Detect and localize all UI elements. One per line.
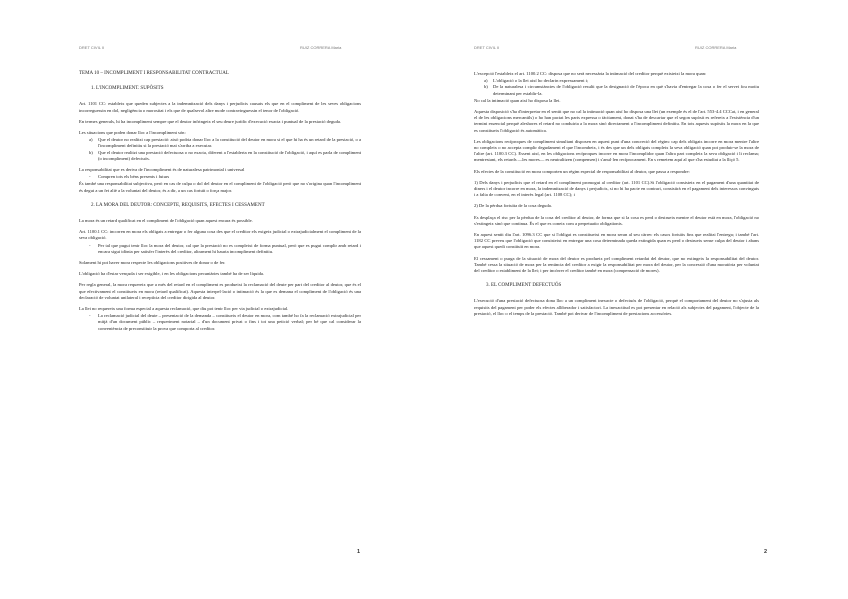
list-item-text: La reclamació judicial del deute – presentació de la demanda – constitueix el deutor en mora, com també ho fa la reclamació extrajudicial per mitjà d'un document públic – requeriment notarial – d'un document privat o fins i tot una petició verbal; per bé que cal considerar la conveniència de preconstituir la prova que comporta al creditor. (98, 313, 361, 331)
paragraph: La responsabilitat que es deriva de l'incompliment és de naturalesa patrimonial i universal (79, 167, 245, 173)
page-number: 2 (764, 549, 768, 555)
section-heading-1: 1. L'INCOMPLIMENT. SUPÒSITS (91, 86, 164, 92)
list (79, 313, 361, 332)
list (79, 174, 361, 180)
list-item-text: Que el deutor realitzi una prestació defectuosa o no exacta, diferent a l'establerta en la constitució de l'obligació, i aquí es parla de compliment (o incompliment) defectuós. (98, 149, 361, 161)
list-marker: - (89, 242, 91, 248)
paragraph: Solament hi pot haver mora respecte les obligacions positives de donar o de fer. (79, 260, 226, 266)
paragraph: Els efectes de la constitució en mora comporten un règim especial de responsabilitat al deutor, que passa a respondre: (474, 168, 690, 174)
list-item (79, 313, 361, 332)
paragraph: 1) Dels danys i perjudicis que el retard en el compliment promogui al creditor (art. 1101 CC).Si l'obligació consisteix en el pagament d'una quantitat de diners i el deutor incorre en mora, la indemnització de danys i perjudicis, si no hi ha pacte en contrari, consistirà en el pagament dels interessos convinguts i a falta de conveni, en el interès legal (art. 1108 CC); i (474, 179, 759, 198)
paragraph: L'execució d'una prestació defectuosa dona lloc a un compliment inexacte o defectuós de l'obligació, perquè el comportament del deutor no s'ajusta als requisits del pagament per poder els efectes alliberador i satisfactori. La inexactitud es pot presentar en relació als subjectes del pagament, l'objecte de la prestació, el lloc o el temps de la prestació. També pot derivar de l'incompliment de prestacions accessòries. (474, 298, 759, 316)
list-marker: b) (484, 84, 488, 90)
page-2-body (474, 71, 759, 322)
paragraph: Les obligacions recíproques de compliment simultani disposen en aquest punt d'una concreció del règim: cap dels obligats incorre en mora mentre l'altre no compleix o no accepta complir degudament el que l'incombeix, i és des que un dels obligats compleix la seva obligació quan pot produir-se la mora de l'altre (art. 1100.3 CC). Essent així, en les obligacions recíproques incorre en mora l'incomplidor quan l'altra part compleix la seva obligació i li reclama; mentrestant, els retards —les mores— es neutralitzen (compensen) i s'anul·len recíprocament. En s remetem aquí al que s'ha estudiat a la lliçó 5. (474, 138, 759, 163)
paragraph: La mora és un retard qualificat en el compliment de l'obligació quan aquest encara és possible. (79, 218, 253, 224)
paragraph: Per regla general, la mora requereix que a més del retard en el compliment es produeixi la reclamació del deute per part del creditor al deutor, que és el que efectivament el constitueix en mora (retard qualificat). Aquesta interpel·lació o intimació és la que es demana el compliment de l'obligació és una declaració de voluntat unilateral i receptícia del creditor dirigida al deutor. (79, 282, 361, 300)
header-left: DRET CIVIL II (474, 45, 500, 50)
list-item (79, 137, 361, 149)
document-page-2 (424, 0, 848, 599)
paragraph: En termes generals, hi ha incompliment sempre que el deutor infringeix el seu deure jurídic d'execució exacta i puntual de la prestació deguda. (79, 118, 342, 124)
list-item (79, 150, 361, 162)
paragraph: Art. 1100.1 CC: incorren en mora els obligats a entregar o fer alguna cosa des que el creditor els exigeix judicial o extrajudicialment el compliment de la seva obligació. (79, 229, 361, 241)
paragraph: La llei no requereix una forma especial a aquesta reclamació, que diu pot tenir lloc per via judicial o extrajudicial. (79, 306, 289, 312)
list-item (474, 84, 759, 96)
list-marker: a) (484, 78, 488, 84)
list-item-text: Compren tots els béns presents i futurs (98, 174, 170, 180)
paragraph: Les situacions que poden donar lloc a l'incompliment són: (79, 130, 186, 136)
paragraph: En aquest sentit diu l'art. 1096.3 CC que si l'obligat es constitueixi en mora seran al seu càrrec els casos fortuïts fins que realitzi l'entrega; i també l'art. 1182 CC preveu que l'obligació que consisteixi en entregar una cosa determinada queda extingida quan es perd o destrueix sense culpa del deutor i abans que aquest quedi constituït en mora. (474, 232, 759, 250)
paragraph: Es desplaça el risc per la pèrdua de la cosa del creditor al deutor, de forma que si la cosa es perd o destrueix mentre el deutor està en mora, l'obligació no s'extingeix sinó que continua. És el que es coneix com a perpetuatio obligationis. (474, 214, 759, 226)
list-item (79, 243, 361, 255)
page-number: 1 (357, 549, 361, 555)
page-title: TEMA 10 – INCOMPLIMENT I RESPONSABILITAT CONTRACTUAL (79, 71, 229, 76)
paragraph: És també una responsabilitat subjectiva, però en cas de culpa o dol del deutor en el compliment de l'obligació però que no s'origina quan l'incompliment és degut a un fet aliè a la voluntat del deutor, és a dir, a un cas fortuït o força major. (79, 181, 361, 193)
list (79, 243, 361, 255)
list (474, 78, 759, 97)
list (79, 137, 361, 162)
paragraph: 2) De la pèrdua fortuïta de la cosa deguda. (474, 203, 552, 209)
list-item (79, 174, 361, 180)
section-heading-2: 2. LA MORA DEL DEUTOR: CONCEPTE, REQUISITS, EFECTES I CESSAMENT (91, 202, 265, 208)
list-marker: - (89, 313, 91, 319)
list-item-text: De la naturalesa i circumstàncies de l'obligació resulti que la designació de l'època en què s'havia d'entregar la cosa o fer el servei fou motiu determinant per establir-la. (493, 84, 759, 96)
list-marker: a) (89, 137, 93, 143)
list-marker: b) (89, 149, 93, 155)
list-item-text: Que el deutor no realitzi cap prestació: això podria donar lloc a la constitució del deutor en mora si el que hi ha és un retard de la prestació, o a l'incompliment definitiu si la prestació mai s'arriba a executar. (98, 137, 361, 149)
paragraph: No cal la intimació quan així ho disposa la llei. (474, 97, 561, 103)
paragraph: El cessament o purga de la situació de mora del deutor es produeix pel compliment retardat del deutor, que no extingeix la responsabilitat del deutor. També cessa la situació de mora per la renúncia del creditor a exigir la responsabilitat per mora del deutor, per la concessió d'una moratòria per voluntat del creditor o establiment de la llei; i per incórrer el creditor també en mora (compensació de mores). (474, 255, 759, 274)
list-item-text: L'obligació o la llei així ho declarin expressament i; (493, 78, 589, 84)
header-left: DRET CIVIL II (79, 45, 105, 50)
paragraph: Art. 1101 CC: estableix que queden subjectes a la indemnització dels danys i perjudicis causats els que en el compliment de les seves obligacions incorreguessin en dol, negligència o morositat i els que de qualsevol altre mode contravinguessin el tenor de l'obligació. (79, 101, 361, 113)
list-item-text: Per tal que pugui tenir lloc la mora del deutor, cal que la prestació no es compleixi de forma puntual, però que es pugui complir amb retard i encara sigui idònia per satisfer l'interès del creditor, altrament hi hauria incompliment definitiu. (98, 242, 361, 254)
page-1-body (79, 71, 361, 337)
header-right: RUIZ CORRERA Maria (300, 45, 342, 50)
section-heading-3: 3. EL COMPLIMENT DEFECTUÓS (486, 283, 562, 289)
header-right: RUIZ CORRERA Maria (695, 45, 737, 50)
list-marker: - (89, 174, 91, 180)
paragraph: Aquesta disposició s'ha d'interpretar en el sentit que no cal la intimació quan així ho disposa una llei (un exemple és el de l'art. 553-4.4 CCCat, i en general el de les obligacions mercantils) o ho han pactat les parts expressa o tàcitament, donat s'ha de descartar que el segon supòsit es refereix a l'existència d'un termini essencial perquè aleshores el retard no conduiria a la mora sinó directament a l'incompliment definitiu. En tots aquests supòsits la mora en la que es constitueix l'obligació és automàtica. (474, 109, 759, 133)
paragraph: L'excepció l'estableix el art. 1100.2 CC: disposa que no serà necessària la intimació del creditor perquè existeixi la mora quan: (474, 71, 707, 76)
paragraph: L'obligació ha d'estar vençuda i ser exigible, i en les obligacions pecuniàries també ha de ser líquida. (79, 271, 265, 277)
